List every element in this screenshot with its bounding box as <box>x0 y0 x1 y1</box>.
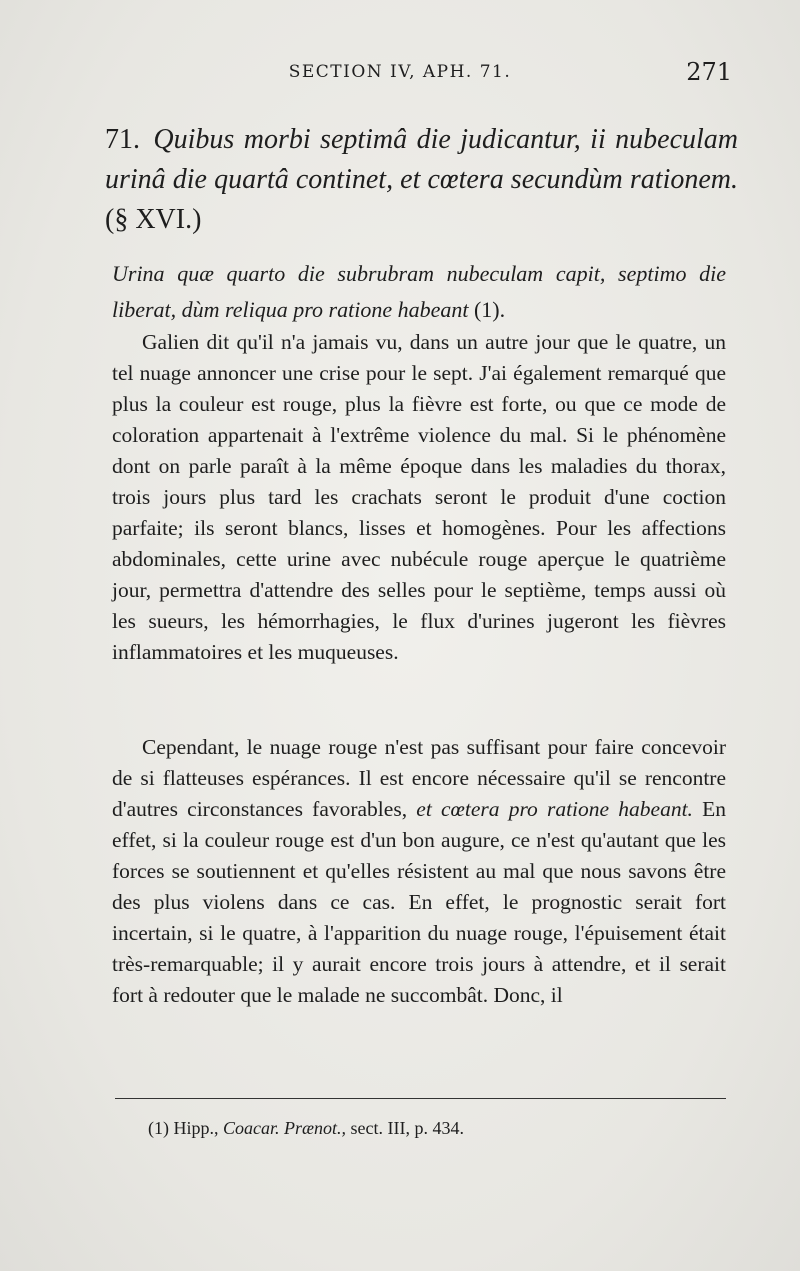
aphorism-number: 71. <box>105 124 140 155</box>
latin-quote <box>112 256 726 328</box>
paragraph-galien: Galien dit qu'il n'a jamais vu, dans un autre jour que le quatre, un tel nuage annoncer une crise pour le sept. J'ai également remarqué que plus la couleur est rouge, plus la fièvre est forte, ou que ce mode de coloration appartenait à l'extrême violence du mal. Si le phénomène dont on parle paraît à la même époque dans les maladies du thorax, trois jours plus tard les crachats seront le produit d'une coction parfaite; ils seront blancs, lisses et homogènes. Pour les affections abdominales, cette urine avec nubécule rouge aperçue le quatrième jour, permettra d'attendre des selles pour le septième, temps aussi où les sueurs, les hémorrhagies, le flux d'urines jugeront les fièvres inflammatoires et les muqueuses. <box>112 330 726 664</box>
paragraph-cependant-part2: En effet, si la couleur rouge est d'un bon augure, ce n'est qu'autant que les forces se soutiennent et qu'elles résistent au mal que nous savons être des plus violens dans ce cas. En effet, le prognostic serait fort incertain, si le quatre, à l'apparition du nuage rouge, l'épuisement était très-remarquable; il y aurait encore trois jours à attendre, et il serait fort à redouter que le malade ne succombât. Donc, il <box>112 797 727 1007</box>
footnote-ref: (1). <box>473 297 506 322</box>
latin-inline-quote: et cœtera pro ratione habeant. <box>416 797 693 821</box>
running-head <box>0 58 800 92</box>
footnote-work: Coacar. Prænot., <box>223 1118 347 1138</box>
footnote-divider <box>115 1098 726 1099</box>
page-number: 271 <box>686 58 732 86</box>
footnote-author: Hipp., <box>173 1118 219 1138</box>
paragraph-cependant-part1: Cependant, le nuage rouge n'est pas suffisant pour faire concevoir de si flatteuses espérances. Il est encore nécessaire qu'il se rencontre d'autres circonstances favorables, <box>112 735 726 821</box>
footnote-marker: (1) <box>148 1118 169 1138</box>
footnote <box>148 1118 464 1139</box>
paragraph-cependant <box>112 732 726 1011</box>
aphorism-latin-text: Quibus morbi septimâ die judicantur, ii nubeculam urinâ die quartâ continet, et cœtera secundùm rationem. <box>105 124 739 195</box>
aphorism-reference: (§ XVI.) <box>105 204 202 235</box>
section-header: SECTION IV, APH. 71. <box>288 62 512 82</box>
latin-quote-text: Urina quæ quarto die subrubram nubeculam capit, septimo die liberat, dùm reliqua pro ratione habeant <box>112 261 726 322</box>
footnote-location: sect. III, p. 434. <box>350 1118 464 1138</box>
aphorism-heading <box>105 120 738 240</box>
